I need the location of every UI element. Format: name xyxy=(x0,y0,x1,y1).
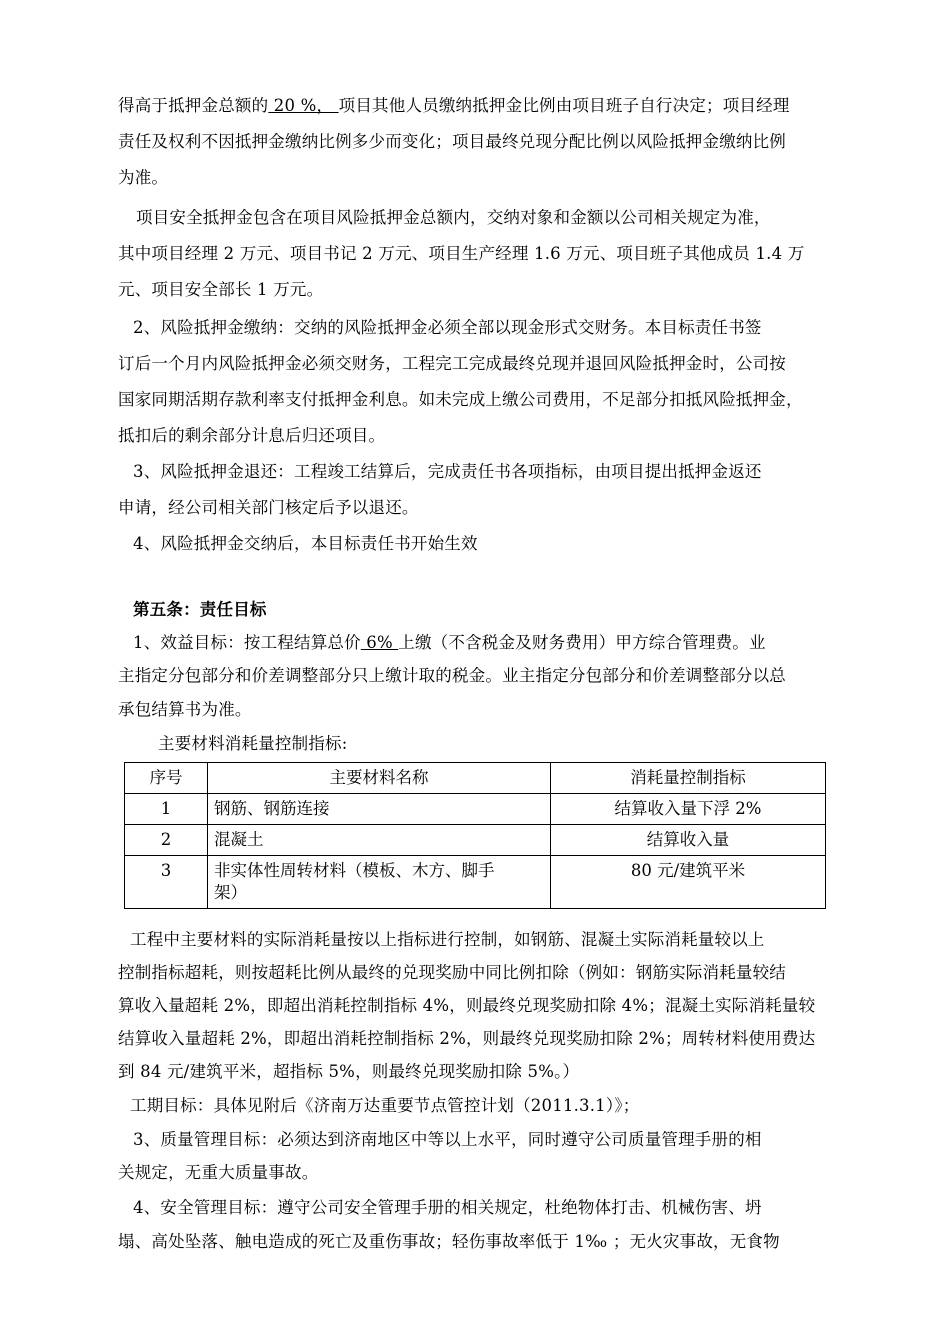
table-row xyxy=(125,825,826,856)
paragraph-line: 4、风险抵押金交纳后，本目标责任书开始生效 xyxy=(133,534,478,553)
paragraph-line: 为准。 xyxy=(118,168,169,187)
table-cell: 结算收入量 xyxy=(551,825,826,856)
table-cell: 钢筋、钢筋连接 xyxy=(208,794,551,825)
paragraph-line: 1、效益目标：按工程结算总价 6% 上缴（不含税金及财务费用）甲方综合管理费。业 xyxy=(133,633,766,652)
table-cell-line: 非实体性周转材料（模板、木方、脚手 xyxy=(214,861,495,880)
percent-value: 6% xyxy=(360,633,399,652)
table-header-cell: 序号 xyxy=(125,763,208,794)
paragraph-line: 算收入量超耗 2%，即超出消耗控制指标 4%，则最终兑现奖励扣除 4%；混凝土实际消耗量较 xyxy=(118,996,816,1015)
paragraph-line: 关规定，无重大质量事故。 xyxy=(118,1163,319,1182)
table-cell: 1 xyxy=(125,794,208,825)
paragraph-line: 塌、高处坠落、触电造成的死亡及重伤事故；轻伤事故率低于 1‰ ；无火灾事故，无食物 xyxy=(118,1232,780,1251)
paragraph-line: 到 84 元/建筑平米，超指标 5%，则最终兑现奖励扣除 5%。） xyxy=(118,1062,580,1081)
table-cell: 结算收入量下浮 2% xyxy=(551,794,826,825)
table-cell: 80 元/建筑平米 xyxy=(551,856,826,909)
paragraph-line: 3、风险抵押金退还：工程竣工结算后，完成责任书各项指标，由项目提出抵押金返还 xyxy=(133,462,762,481)
table-cell: 2 xyxy=(125,825,208,856)
paragraph-line: 订后一个月内风险抵押金必须交财务，工程完工完成最终兑现并退回风险抵押金时，公司按 xyxy=(118,354,786,373)
paragraph-line: 工程中主要材料的实际消耗量按以上指标进行控制，如钢筋、混凝土实际消耗量较以上 xyxy=(130,930,765,949)
paragraph-line: 抵扣后的剩余部分计息后归还项目。 xyxy=(118,426,386,445)
paragraph-line: 国家同期活期存款利率支付抵押金利息。如未完成上缴公司费用，不足部分扣抵风险抵押金， xyxy=(118,390,803,409)
paragraph-line: 主指定分包部分和价差调整部分只上缴计取的税金。业主指定分包部分和价差调整部分以总 xyxy=(118,666,786,685)
paragraph-line: 2、风险抵押金缴纳：交纳的风险抵押金必须全部以现金形式交财务。本目标责任书签 xyxy=(133,318,762,337)
paragraph-line: 3、质量管理目标：必须达到济南地区中等以上水平，同时遵守公司质量管理手册的相 xyxy=(133,1130,762,1149)
table-caption: 主要材料消耗量控制指标: xyxy=(158,734,348,753)
paragraph-line: 4、安全管理目标：遵守公司安全管理手册的相关规定，杜绝物体打击、机械伤害、坍 xyxy=(133,1198,762,1217)
paragraph-line: 其中项目经理 2 万元、项目书记 2 万元、项目生产经理 1.6 万元、项目班子其他成员 1.4 万 xyxy=(118,244,805,263)
paragraph-line: 工期目标：具体见附后《济南万达重要节点管控计划（2011.3.1）》； xyxy=(130,1096,640,1115)
table-cell-line: 架） xyxy=(214,883,247,902)
paragraph-line: 项目安全抵押金包含在项目风险抵押金总额内，交纳对象和金额以公司相关规定为准， xyxy=(136,208,771,227)
section-heading: 第五条：责任目标 xyxy=(133,600,267,619)
paragraph-line: 申请，经公司相关部门核定后予以退还。 xyxy=(118,498,419,517)
table-row xyxy=(125,856,826,909)
table-header-cell: 主要材料名称 xyxy=(208,763,551,794)
table-header-cell: 消耗量控制指标 xyxy=(551,763,826,794)
table-cell: 混凝土 xyxy=(208,825,551,856)
materials-table xyxy=(124,762,826,909)
table-cell xyxy=(208,856,551,909)
paragraph-line: 责任及权利不因抵押金缴纳比例多少而变化；项目最终兑现分配比例以风险抵押金缴纳比例 xyxy=(118,132,786,151)
table-header-row xyxy=(125,763,826,794)
paragraph-line: 得高于抵押金总额的 20 %， 项目其他人员缴纳抵押金比例由项目班子自行决定；项目经理 xyxy=(118,96,790,115)
percent-value: 20 %， xyxy=(268,96,339,115)
paragraph-line: 结算收入量超耗 2%，即超出消耗控制指标 2%，则最终兑现奖励扣除 2%；周转材料使用费达 xyxy=(118,1029,816,1048)
paragraph-line: 控制指标超耗，则按超耗比例从最终的兑现奖励中同比例扣除（例如：钢筋实际消耗量较结 xyxy=(118,963,786,982)
paragraph-line: 承包结算书为准。 xyxy=(118,700,252,719)
table-cell: 3 xyxy=(125,856,208,909)
table-row xyxy=(125,794,826,825)
paragraph-line: 元、项目安全部长 1 万元。 xyxy=(118,280,324,299)
